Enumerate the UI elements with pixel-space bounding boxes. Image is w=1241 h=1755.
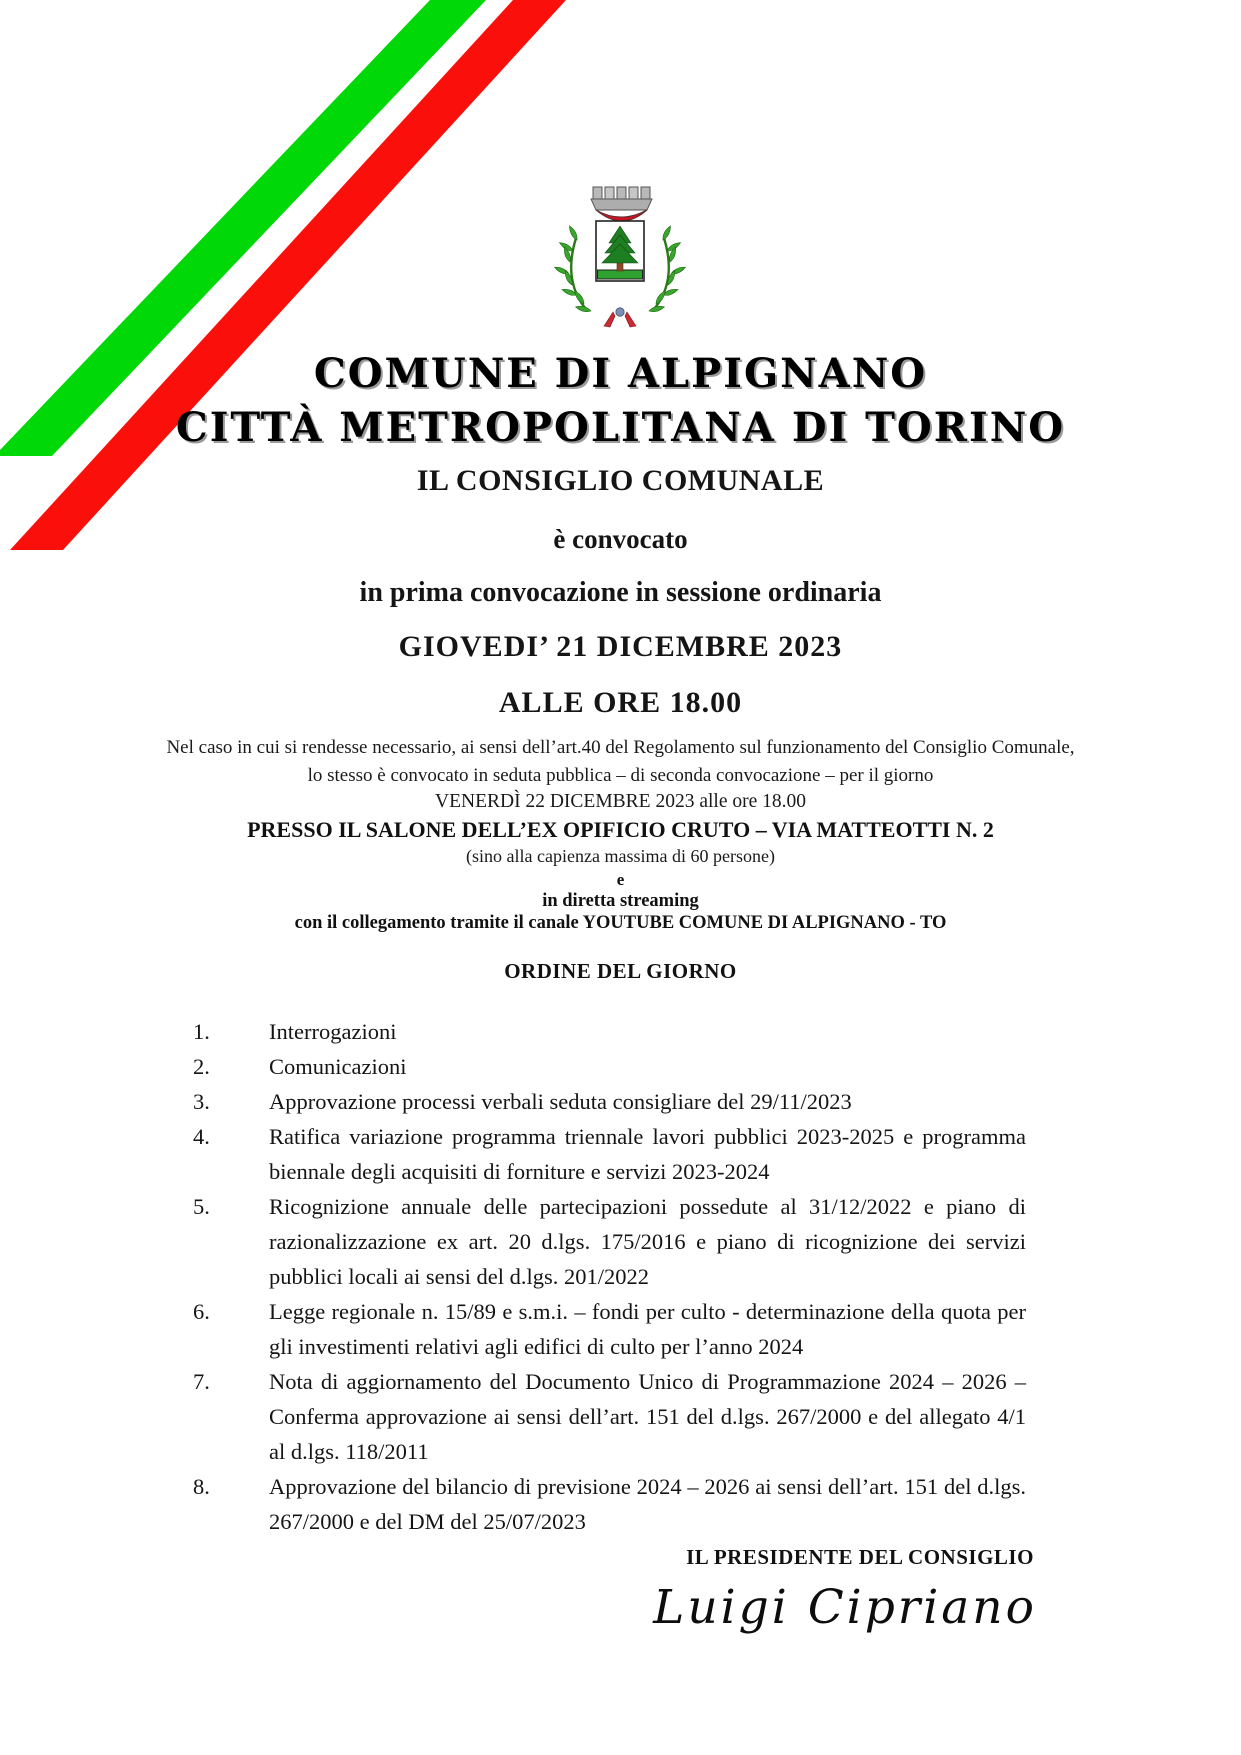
agenda-item-text: Legge regionale n. 15/89 e s.m.i. – fondi per culto - determinazione della quota per gli investimenti relativi agli edifici di culto per l’anno 2024 — [269, 1299, 1026, 1359]
convened-line: è convocato — [553, 524, 688, 554]
president-signature: Luigi Cipriano — [653, 1580, 1037, 1635]
agenda-item — [193, 1084, 1026, 1119]
agenda-item-text: Comunicazioni — [269, 1054, 407, 1079]
second-call-date: VENERDÌ 22 DICEMBRE 2023 alle ore 18.00 — [435, 791, 806, 812]
agenda-item — [193, 1294, 1026, 1364]
streaming-line: in diretta streaming — [542, 891, 699, 911]
shield-icon — [596, 221, 644, 281]
agenda-item — [193, 1469, 1026, 1539]
agenda-item-text: Interrogazioni — [269, 1019, 397, 1044]
agenda-item-number: 5. — [193, 1194, 210, 1219]
ribbon-icon — [604, 308, 636, 327]
agenda-item-text: Ricognizione annuale delle partecipazioni possedute al 31/12/2022 e piano di razionalizzazione ex art. 20 d.lgs. 175/2016 e piano di ricognizione dei servizi pubblici locali ai sensi del d.lgs. 201/2022 — [269, 1194, 1026, 1289]
agenda-item-text: Nota di aggiornamento del Documento Unico di Programmazione 2024 – 2026 – Conferma approvazione ai sensi dell’art. 151 del d.lgs. 267/2000 e del allegato 4/1 al d.lgs. 118/2011 — [269, 1369, 1026, 1464]
agenda-item-text: Ratifica variazione programma triennale lavori pubblici 2023-2025 e programma biennale degli acquisiti di forniture e servizi 2023-2024 — [269, 1124, 1026, 1184]
council-heading: IL CONSIGLIO COMUNALE — [416, 464, 825, 497]
agenda-list — [193, 1014, 1026, 1539]
youtube-channel-line: con il collegamento tramite il canale YOUTUBE COMUNE DI ALPIGNANO - TO — [294, 913, 947, 933]
agenda-item-number: 2. — [193, 1054, 210, 1079]
agenda-item — [193, 1049, 1026, 1084]
agenda-item-text: Approvazione del bilancio di previsione 2024 – 2026 ai sensi dell’art. 151 del d.lgs. 267/2000 e del DM del 25/07/2023 — [269, 1474, 1026, 1534]
agenda-item-text: Approvazione processi verbali seduta consigliare del 29/11/2023 — [269, 1089, 852, 1114]
and-separator: e — [616, 870, 625, 889]
session-time: ALLE ORE 18.00 — [498, 686, 743, 719]
agenda-item-number: 7. — [193, 1369, 210, 1394]
municipality-title: COMUNE DI ALPIGNANO — [313, 350, 928, 397]
agenda-item — [193, 1014, 1026, 1049]
agenda-item-number: 8. — [193, 1474, 210, 1499]
agenda-title: ORDINE DEL GIORNO — [504, 959, 737, 983]
coat-of-arms — [553, 184, 687, 336]
venue-line: PRESSO IL SALONE DELL’EX OPIFICIO CRUTO – VIA MATTEOTTI N. 2 — [247, 817, 994, 842]
capacity-note: (sino alla capienza massima di 60 persone) — [466, 846, 775, 866]
agenda-item-number: 4. — [193, 1124, 210, 1149]
second-call-note-line2: lo stesso è convocato in seduta pubblica – di seconda convocazione – per il giorno — [307, 765, 934, 786]
agenda-item — [193, 1364, 1026, 1469]
agenda-item-number: 3. — [193, 1089, 210, 1114]
mural-crown-icon — [591, 187, 652, 221]
agenda-item-number: 6. — [193, 1299, 210, 1324]
agenda-item — [193, 1189, 1026, 1294]
president-role-label: IL PRESIDENTE DEL CONSIGLIO — [686, 1545, 1034, 1569]
session-date: GIOVEDI’ 21 DICEMBRE 2023 — [398, 630, 843, 663]
metropolitan-city-subtitle: CITTÀ METROPOLITANA DI TORINO — [175, 404, 1066, 451]
agenda-item — [193, 1119, 1026, 1189]
session-line: in prima convocazione in sessione ordinaria — [359, 577, 882, 608]
agenda-item-number: 1. — [193, 1019, 210, 1044]
second-call-note-line1: Nel caso in cui si rendesse necessario, ai sensi dell’art.40 del Regolamento sul funzionamento del Consiglio Comunale, — [166, 737, 1075, 758]
